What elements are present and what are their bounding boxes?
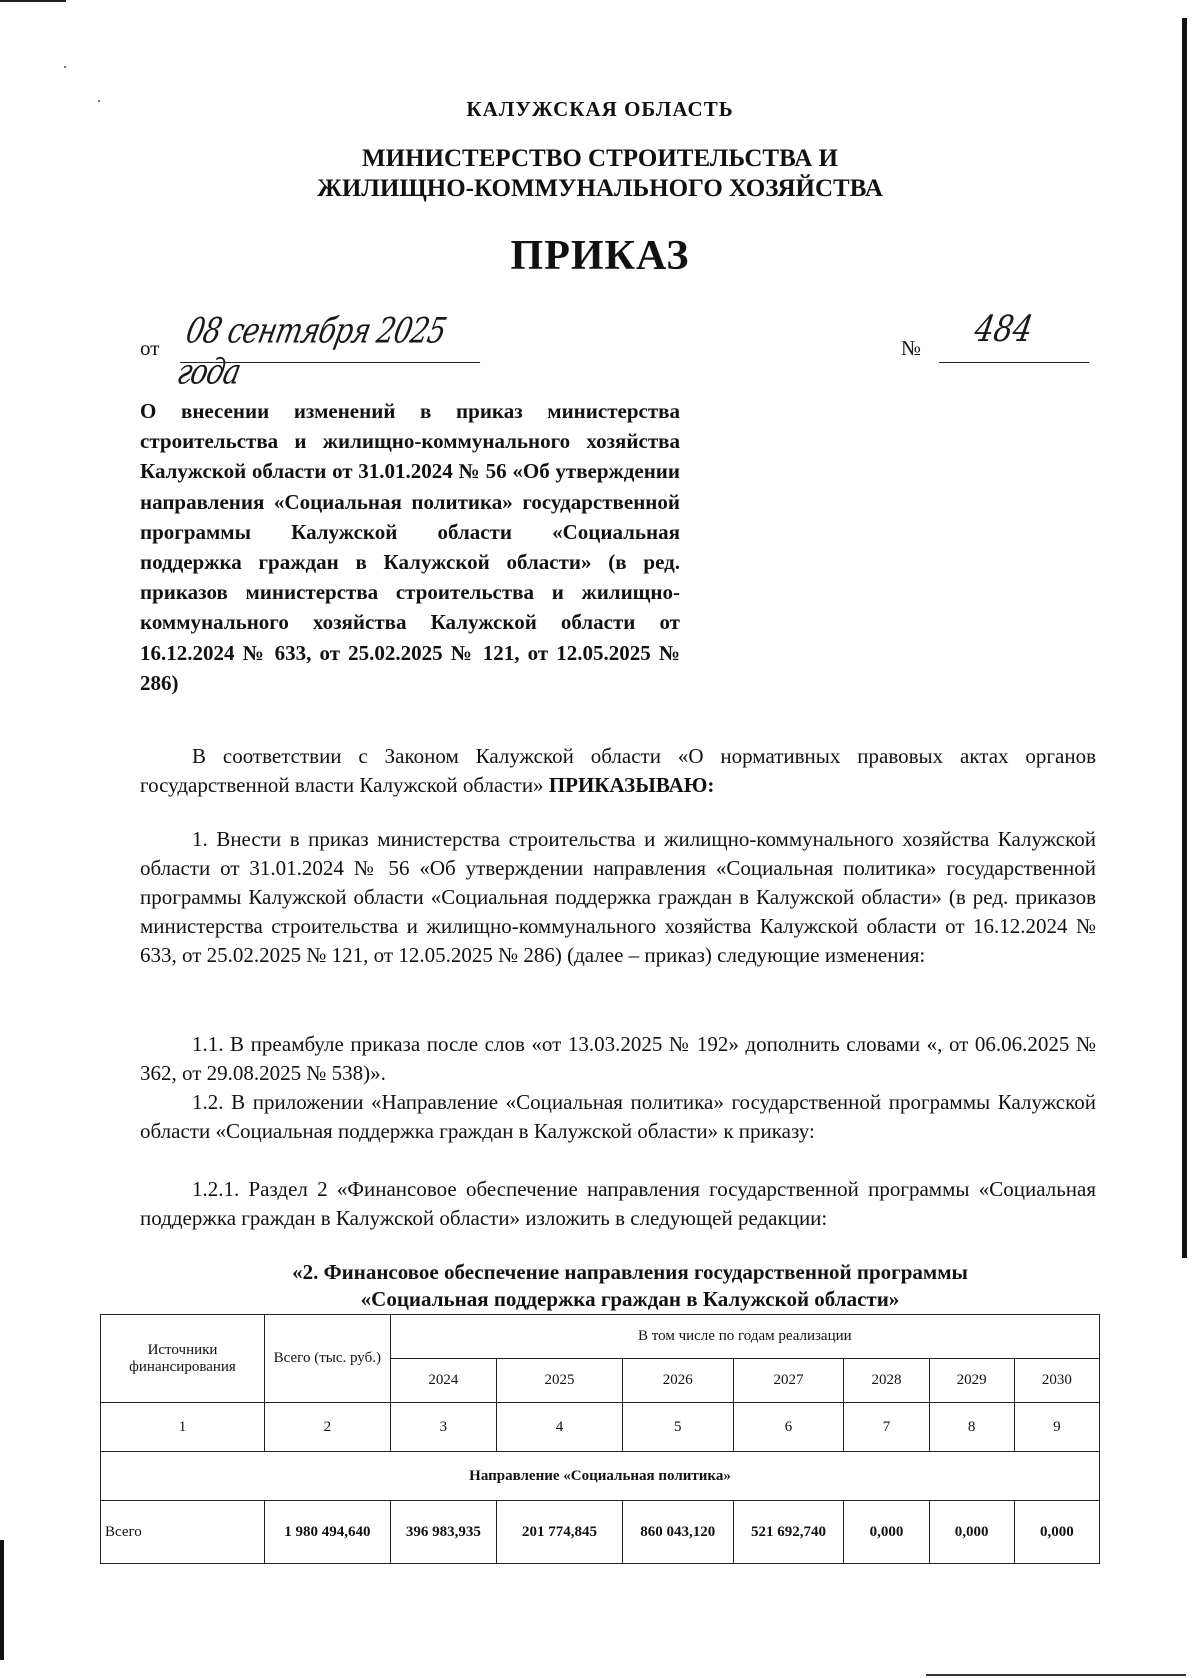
column-number: 3: [390, 1403, 497, 1452]
column-number: 4: [497, 1403, 623, 1452]
preamble-order-word: ПРИКАЗЫВАЮ:: [548, 773, 715, 797]
column-number: 7: [844, 1403, 929, 1452]
header-source: Источники финансирования: [101, 1315, 265, 1403]
row-label: Всего: [101, 1501, 265, 1564]
row-value: 0,000: [1014, 1501, 1099, 1564]
row-value: 201 774,845: [497, 1501, 623, 1564]
financing-table: [100, 1314, 1100, 1564]
header-year: 2029: [929, 1359, 1014, 1403]
clause-1-2: 1.2. В приложении «Направление «Социальная политика» государственной программы Калужской области «Социальная поддержка граждан в Калужской области» к приказу:: [140, 1090, 1096, 1143]
table-row: [101, 1501, 1100, 1564]
ministry-heading-line1: МИНИСТЕРСТВО СТРОИТЕЛЬСТВА И: [362, 145, 838, 172]
handwritten-date-field: [173, 309, 490, 393]
scan-artifact-edge: [0, 1540, 4, 1660]
date-prefix: от: [140, 336, 160, 360]
row-value: 0,000: [929, 1501, 1014, 1564]
region-heading: КАЛУЖСКАЯ ОБЛАСТЬ: [466, 97, 734, 121]
section-title-line1: «2. Финансовое обеспечение направления государственной программы: [292, 1260, 968, 1284]
row-value: 0,000: [844, 1501, 929, 1564]
column-number: 6: [733, 1403, 844, 1452]
row-value: 860 043,120: [622, 1501, 733, 1564]
header-years-group: В том числе по годам реализации: [390, 1315, 1099, 1359]
header-total: Всего (тыс. руб.): [265, 1315, 391, 1403]
scan-speck: [64, 66, 66, 68]
scan-artifact-line: [0, 0, 66, 2]
document-title: ПРИКАЗ: [510, 233, 690, 279]
header-year: 2030: [1014, 1359, 1099, 1403]
header-year: 2026: [622, 1359, 733, 1403]
section-title-line2: «Социальная поддержка граждан в Калужской области»: [360, 1287, 900, 1311]
handwritten-number: 484: [971, 308, 1037, 351]
column-number: 2: [265, 1403, 391, 1452]
scan-artifact-line: [926, 1674, 1186, 1676]
row-value: 521 692,740: [733, 1501, 844, 1564]
ministry-heading-line2: ЖИЛИЩНО-КОММУНАЛЬНОГО ХОЗЯЙСТВА: [317, 175, 883, 202]
clause-1-1: 1.1. В преамбуле приказа после слов «от 13.03.2025 № 192» дополнить словами «, от 06.06.2025 № 362, от 29.08.2025 № 538)».: [140, 1032, 1096, 1085]
row-total: 1 980 494,640: [265, 1501, 391, 1564]
clause-1-2-1: 1.2.1. Раздел 2 «Финансовое обеспечение направления государственной программы «Социальная поддержка граждан в Калужской области» изложить в следующей редакции:: [140, 1177, 1096, 1230]
group-row: Направление «Социальная политика»: [101, 1452, 1100, 1501]
handwritten-number-field: [939, 308, 1089, 363]
row-value: 396 983,935: [390, 1501, 497, 1564]
clause-1: 1. Внести в приказ министерства строительства и жилищно-коммунального хозяйства Калужской области от 31.01.2024 № 56 «Об утверждении направления «Социальная политика» государственной программы Калужской области «Социальная поддержка граждан в Калужской области» (в ред. приказов министерства строительства и жилищно-коммунального хозяйства Калужской области от 16.12.2024 № 633, от 25.02.2025 № 121, от 12.05.2025 № 286) (далее – приказ) следующие изменения:: [140, 827, 1096, 967]
preamble-text: В соответствии с Законом Калужской области «О нормативных правовых актах органов государственной власти Калужской области»: [140, 744, 1096, 797]
column-number: 9: [1014, 1403, 1099, 1452]
column-number: 8: [929, 1403, 1014, 1452]
header-year: 2028: [844, 1359, 929, 1403]
scan-artifact-edge: [1182, 18, 1187, 1258]
header-year: 2024: [390, 1359, 497, 1403]
handwritten-date: 08 сентября 2025 года: [173, 309, 450, 393]
preamble-paragraph: [140, 742, 1096, 800]
column-number: 5: [622, 1403, 733, 1452]
order-subject: О внесении изменений в приказ министерства строительства и жилищно-коммунального хозяйства Калужской области от 31.01.2024 № 56 «Об утверждении направления «Социальная политика» государственной программы Калужской области «Социальная поддержка граждан в Калужской области» (в ред. приказов министерства строительства и жилищно-коммунального хозяйства Калужской области от 16.12.2024 № 633, от 25.02.2025 № 121, от 12.05.2025 № 286): [140, 399, 680, 695]
header-year: 2025: [497, 1359, 623, 1403]
column-number: 1: [101, 1403, 265, 1452]
section-title: [180, 1259, 1080, 1313]
header-year: 2027: [733, 1359, 844, 1403]
number-sign: №: [901, 336, 922, 360]
